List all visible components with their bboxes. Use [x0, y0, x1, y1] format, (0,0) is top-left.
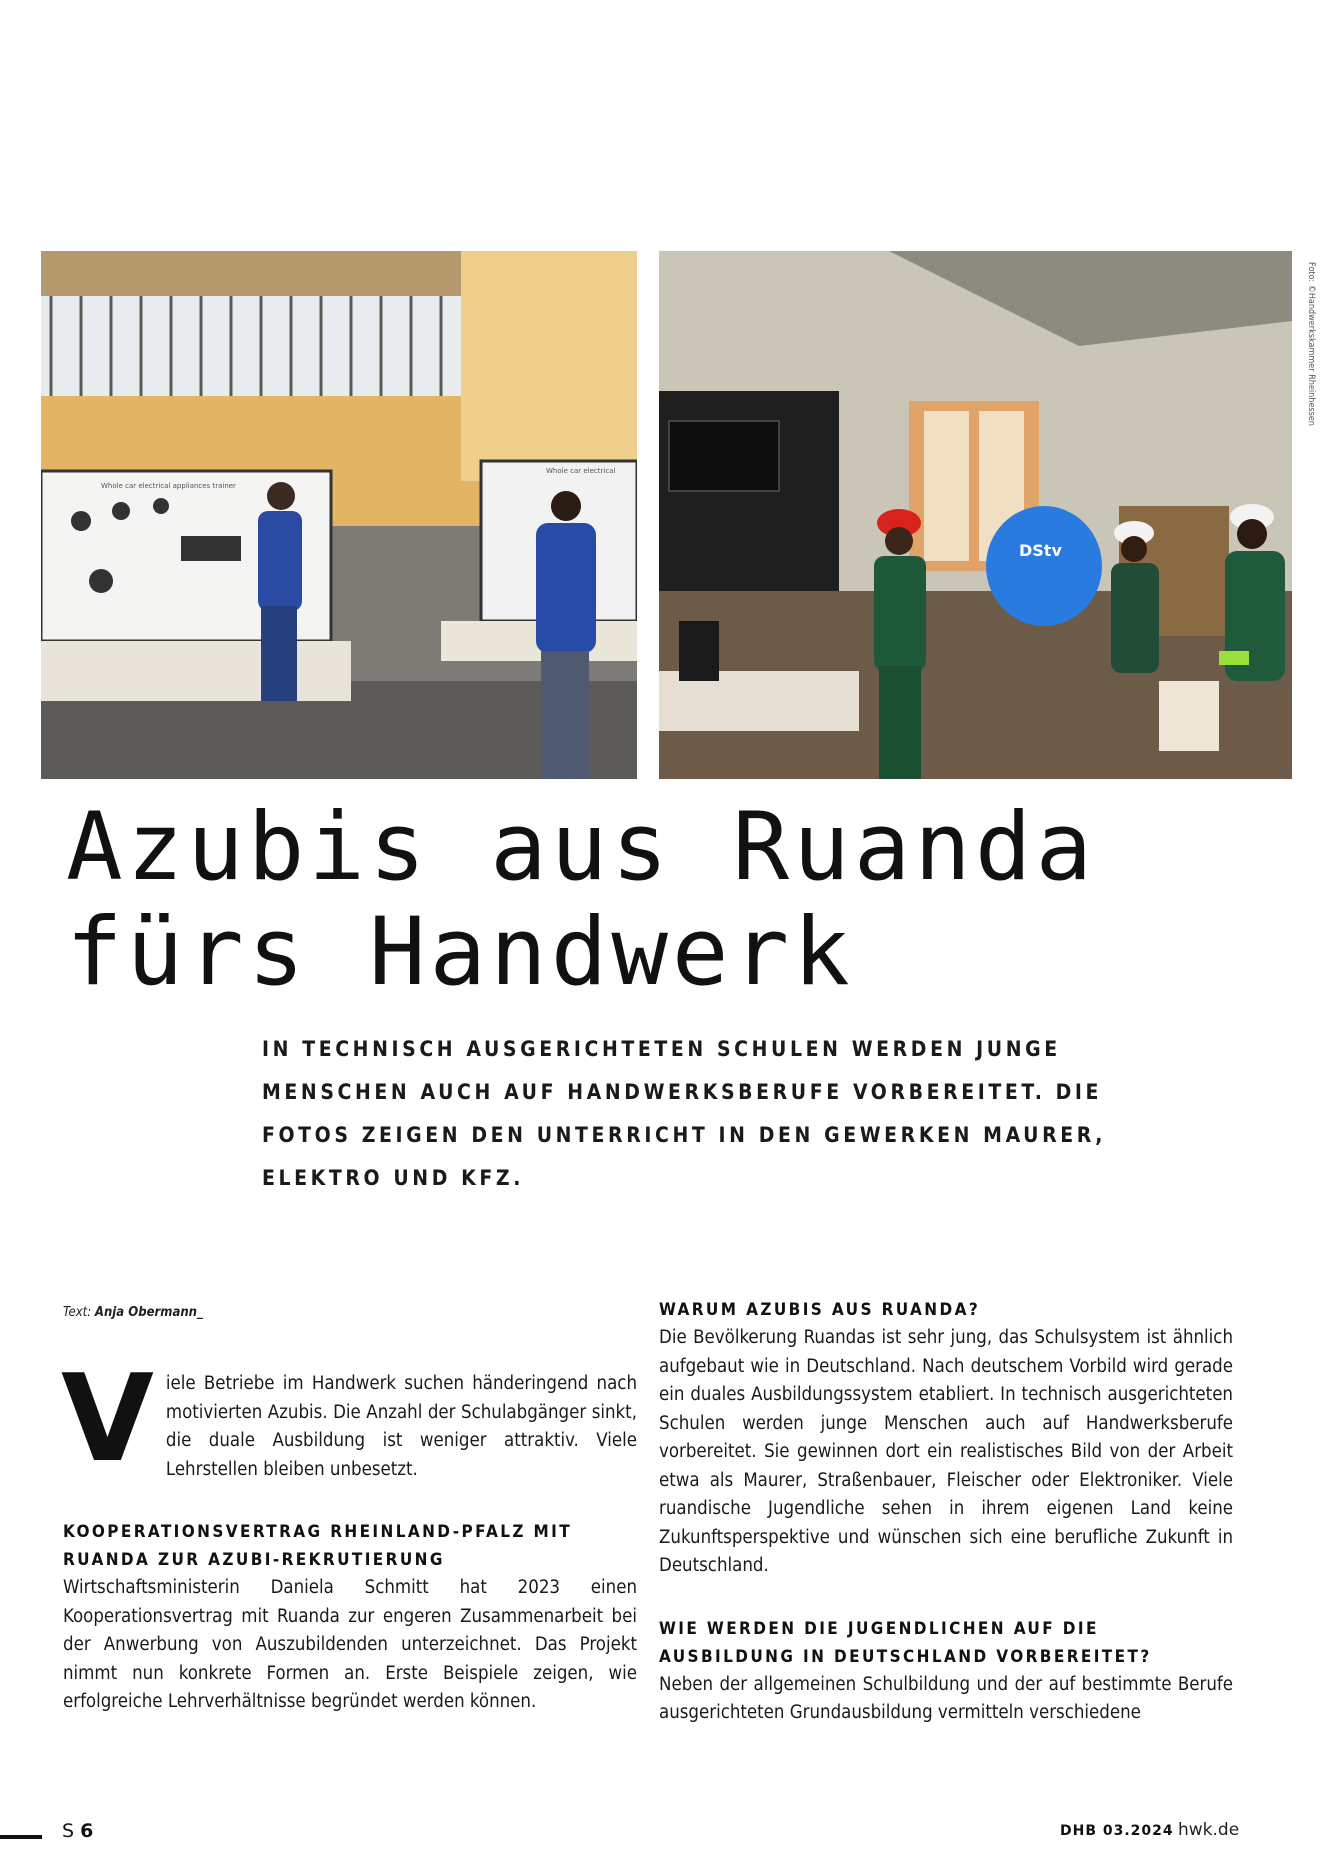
- intro-text: iele Betriebe im Handwerk suchen händeringend nach motivierten Azubis. Die Anzahl der Schulabgänger sinkt, die duale Ausbildung ist weniger attraktiv. Viele Lehrstellen bleiben unbesetzt.: [165, 1373, 637, 1480]
- article-column-right: [659, 1296, 1233, 1728]
- instructor-figure: [536, 491, 596, 779]
- page-prefix: S: [62, 1820, 75, 1842]
- student-figure-left: [258, 482, 302, 701]
- photo-electrical-illustration: [659, 251, 1292, 779]
- footer-rule: [0, 1835, 42, 1839]
- page-number-value: 6: [80, 1820, 94, 1842]
- section-text-cooperation: Wirtschaftsministerin Daniela Schmitt hat 2023 einen Kooperationsvertrag mit Ruanda zur engeren Zusammenarbeit bei der Anwerbung von Auszubildenden unterzeichnet. Das Projekt nimmt nun konkrete Formen an. Erste Beispiele zeigen, wie erfolgreiche Lehrverhältnisse begründet werden können.: [63, 1577, 637, 1712]
- photo-automotive-class: [41, 251, 637, 779]
- section-text-preparation: Neben der allgemeinen Schulbildung und der auf bestimmte Berufe ausgerichteten Grundausbildung vermitteln verschiedene: [659, 1673, 1233, 1723]
- magazine-issue: DHB 03.2024: [1060, 1823, 1174, 1839]
- section-heading-cooperation: KOOPERATIONSVERTRAG RHEINLAND-PFALZ MIT RUANDA ZUR AZUBI-REKRUTIERUNG: [63, 1522, 573, 1570]
- dropcap-letter: V: [61, 1350, 154, 1489]
- dish-label-text: DStv: [1019, 541, 1062, 560]
- article-column-left: [61, 1350, 637, 1717]
- section-heading-why-rwanda: WARUM AZUBIS AUS RUANDA?: [659, 1300, 981, 1320]
- photo-credit-text: Foto: ©Handwerkskammer Rheinhessen: [1306, 262, 1316, 426]
- board-caption-short-text: Whole car electrical: [546, 467, 616, 475]
- byline-author: Anja Obermann_: [94, 1305, 203, 1320]
- page-number: [62, 1820, 93, 1842]
- article-dek: IN TECHNISCH AUSGERICHTETEN SCHULEN WERDEN JUNGE MENSCHEN AUCH AUF HANDWERKSBERUFE VORBEREITET. DIE FOTOS ZEIGEN DEN UNTERRICHT IN DEN GEWERKEN MAURER, ELEKTRO UND KFZ.: [262, 1037, 1107, 1190]
- board-caption-text: Whole car electrical appliances trainer: [101, 482, 236, 490]
- intro-paragraph: [61, 1350, 637, 1489]
- section-text-why-rwanda: Die Bevölkerung Ruandas ist sehr jung, das Schulsystem ist ähnlich aufgebaut wie in Deutschland. Nach deutschem Vorbild wird gerade ein duales Ausbildungssystem etabliert. In technisch ausgerichteten Schulen werden junge Menschen auch auf Handwerksberufe vorbereitet. Sie gewinnen dort ein realistisches Bild von der Arbeit etwa als Maurer, Straßenbauer, Fleischer oder Elektroniker. Viele ruandische Jugendliche sehen in ihrem eigenen Land keine Zukunftsperspektive und wünschen sich eine berufliche Zukunft in Deutschland.: [659, 1327, 1233, 1576]
- photo-credit: [1306, 262, 1316, 426]
- photo-electrical-class: [659, 251, 1292, 779]
- section-heading-preparation: WIE WERDEN DIE JUGENDLICHEN AUF DIE AUSBILDUNG IN DEUTSCHLAND VORBEREITET?: [659, 1618, 1152, 1667]
- article-headline: [66, 795, 1096, 1005]
- byline-prefix: Text:: [63, 1305, 92, 1320]
- headline-line-2: fürs Handwerk: [66, 898, 854, 1007]
- photo-automotive-illustration: [41, 251, 637, 779]
- headline-line-1: Azubis aus Ruanda: [66, 793, 1097, 902]
- byline: [63, 1305, 203, 1320]
- website-link[interactable]: hwk.de: [1178, 1820, 1240, 1840]
